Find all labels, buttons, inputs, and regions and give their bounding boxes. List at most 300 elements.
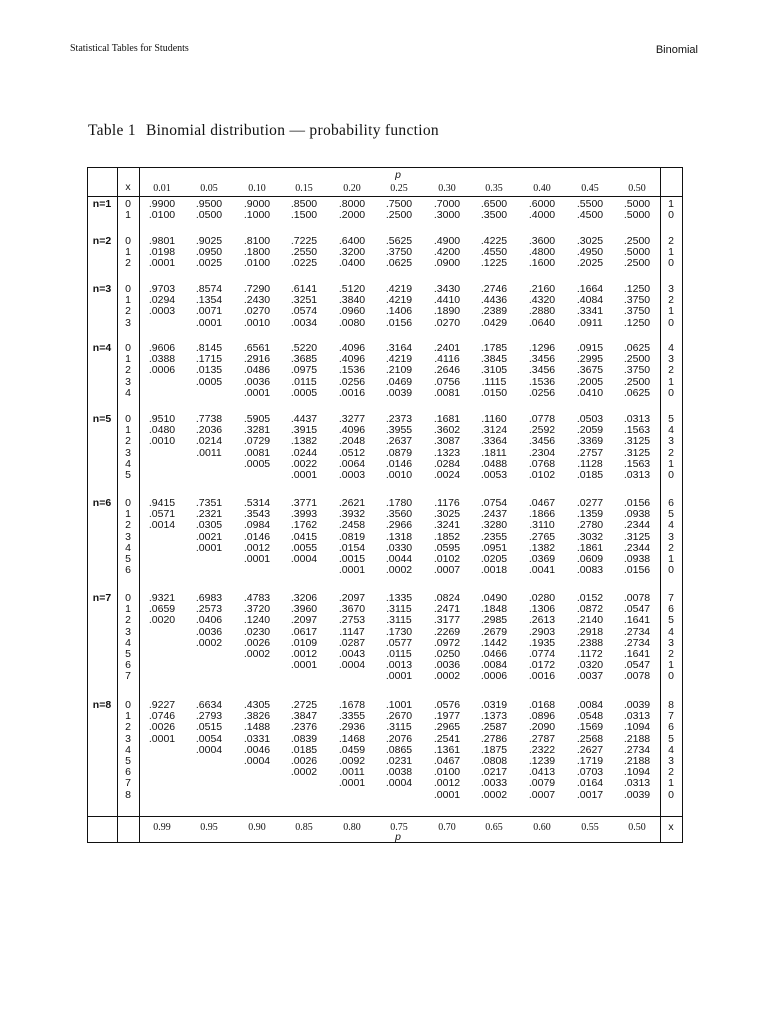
probability-cell: .9000 bbox=[243, 198, 271, 210]
probability-cell: .0313 bbox=[623, 777, 651, 790]
probability-cell: .0625 bbox=[385, 257, 413, 270]
probability-cell: .2780 bbox=[576, 519, 604, 532]
probability-cell: .0084 bbox=[576, 699, 604, 711]
probability-cell: .0768 bbox=[528, 457, 556, 470]
probability-cell: .2389 bbox=[480, 305, 508, 318]
probability-cell: .9227 bbox=[148, 699, 176, 711]
probability-cell: .0071 bbox=[195, 305, 223, 318]
probability-cell: .0429 bbox=[480, 316, 508, 329]
probability-cell: .2587 bbox=[480, 721, 508, 734]
probability-cell: .2269 bbox=[433, 625, 461, 638]
x-value-right: 2 bbox=[668, 648, 674, 660]
x-value-left: 3 bbox=[125, 625, 131, 638]
probability-cell: .1318 bbox=[385, 530, 413, 543]
probability-cell: .2621 bbox=[338, 497, 366, 509]
probability-cell: .0109 bbox=[290, 636, 318, 649]
probability-cell: .1861 bbox=[576, 541, 604, 554]
x-value-left: 2 bbox=[125, 305, 131, 318]
probability-cell: .2401 bbox=[433, 342, 461, 354]
x-header-right: x bbox=[668, 821, 674, 833]
x-value-left: 6 bbox=[125, 564, 131, 577]
probability-cell: .5625 bbox=[385, 235, 413, 247]
probability-cell: .1128 bbox=[577, 457, 603, 470]
probability-cell: .3960 bbox=[290, 603, 318, 616]
probability-cell: .3670 bbox=[338, 603, 366, 616]
x-value-right: 4 bbox=[668, 424, 674, 437]
probability-cell: .0320 bbox=[576, 659, 604, 672]
probability-cell: .2188 bbox=[623, 755, 651, 767]
probability-cell: .0270 bbox=[433, 316, 461, 329]
probability-cell: .2995 bbox=[576, 353, 604, 366]
probability-cell: .1250 bbox=[623, 316, 651, 329]
p-header-bottom: 0.75 bbox=[390, 822, 408, 833]
probability-cell: .9900 bbox=[148, 198, 176, 210]
probability-cell: .8000 bbox=[338, 198, 366, 210]
probability-cell: .2627 bbox=[576, 743, 604, 756]
probability-cell: .0547 bbox=[623, 659, 651, 672]
probability-cell: .0015 bbox=[338, 553, 366, 565]
x-value-right: 8 bbox=[668, 699, 674, 711]
probability-cell: .0039 bbox=[623, 788, 651, 801]
probability-cell: .6561 bbox=[243, 342, 271, 354]
probability-cell: .0205 bbox=[480, 553, 508, 565]
probability-cell: .0044 bbox=[385, 553, 413, 565]
probability-cell: .0078 bbox=[623, 592, 651, 604]
probability-cell: .0004 bbox=[290, 553, 318, 565]
probability-cell: .3200 bbox=[338, 246, 366, 259]
probability-cell: .0406 bbox=[195, 614, 223, 627]
probability-cell: .3341 bbox=[576, 305, 604, 318]
probability-cell: .2613 bbox=[528, 614, 556, 627]
probability-cell: .7290 bbox=[243, 283, 271, 295]
probability-cell: .2388 bbox=[576, 636, 604, 649]
probability-cell: .5000 bbox=[623, 246, 651, 259]
probability-cell: .0503 bbox=[576, 413, 604, 425]
probability-cell: .2787 bbox=[528, 732, 556, 745]
p-header-bottom: 0.65 bbox=[485, 822, 503, 833]
probability-cell: .0915 bbox=[576, 342, 604, 354]
probability-cell: .0548 bbox=[576, 710, 604, 723]
probability-cell: .0001 bbox=[338, 564, 366, 577]
probability-cell: .2936 bbox=[338, 721, 366, 734]
x-value-left: 7 bbox=[125, 777, 131, 790]
probability-cell: .2966 bbox=[385, 519, 413, 532]
probability-cell: .0938 bbox=[623, 508, 651, 521]
probability-cell: .7500 bbox=[385, 198, 413, 210]
probability-cell: .4219 bbox=[385, 294, 413, 307]
x-value-right: 2 bbox=[668, 541, 674, 554]
x-value-left: 0 bbox=[125, 592, 131, 604]
x-value-right: 0 bbox=[668, 469, 674, 481]
probability-cell: .0951 bbox=[480, 541, 508, 554]
probability-cell: .0305 bbox=[195, 519, 223, 532]
x-value-left: 0 bbox=[125, 283, 131, 295]
x-value-right: 0 bbox=[668, 257, 674, 270]
probability-cell: .3456 bbox=[528, 364, 556, 377]
running-header-right: Binomial bbox=[655, 44, 698, 56]
probability-cell: .3281 bbox=[243, 424, 271, 437]
probability-cell: .2725 bbox=[290, 699, 318, 711]
p-header-bottom: 0.99 bbox=[153, 822, 171, 833]
probability-cell: .0824 bbox=[433, 592, 461, 604]
x-value-left: 4 bbox=[125, 636, 131, 649]
probability-cell: .1176 bbox=[434, 497, 460, 509]
probability-cell: .1442 bbox=[480, 636, 508, 649]
x-value-left: 1 bbox=[125, 603, 131, 616]
probability-cell: .0046 bbox=[243, 743, 271, 756]
probability-cell: .1115 bbox=[481, 375, 507, 388]
probability-cell: .1780 bbox=[385, 497, 413, 509]
probability-cell: .1730 bbox=[385, 625, 413, 638]
probability-cell: .2550 bbox=[290, 246, 318, 259]
x-value-left: 3 bbox=[125, 732, 131, 745]
probability-cell: .1382 bbox=[290, 435, 318, 448]
x-value-left: 2 bbox=[125, 257, 131, 270]
probability-cell: .2646 bbox=[433, 364, 461, 377]
x-value-left: 3 bbox=[125, 375, 131, 388]
x-value-left: 4 bbox=[125, 386, 131, 399]
probability-cell: .8145 bbox=[195, 342, 223, 354]
probability-cell: .3600 bbox=[528, 235, 556, 247]
probability-cell: .0879 bbox=[385, 446, 413, 459]
x-value-right: 7 bbox=[668, 592, 674, 604]
probability-cell: .2097 bbox=[290, 614, 318, 627]
p-header-bottom: 0.85 bbox=[295, 822, 313, 833]
probability-cell: .3847 bbox=[290, 710, 318, 723]
x-value-left: 2 bbox=[125, 519, 131, 532]
x-value-left: 0 bbox=[125, 699, 131, 711]
x-value-left: 5 bbox=[125, 755, 131, 767]
probability-cell: .1500 bbox=[290, 209, 318, 222]
probability-cell: .0024 bbox=[433, 469, 461, 481]
p-header-top: 0.40 bbox=[533, 183, 551, 194]
probability-cell: .0001 bbox=[243, 553, 271, 565]
probability-cell: .3032 bbox=[576, 530, 604, 543]
probability-cell: .3685 bbox=[290, 353, 318, 366]
probability-cell: .0092 bbox=[338, 755, 366, 767]
probability-cell: .2005 bbox=[576, 375, 604, 388]
probability-cell: .3164 bbox=[385, 342, 413, 354]
probability-cell: .0729 bbox=[243, 435, 271, 448]
probability-cell: .2322 bbox=[528, 743, 556, 756]
probability-cell: .1373 bbox=[480, 710, 508, 723]
probability-cell: .3277 bbox=[338, 413, 366, 425]
probability-cell: .1563 bbox=[623, 457, 651, 470]
probability-cell: .0102 bbox=[433, 553, 461, 565]
probability-cell: .0053 bbox=[480, 469, 508, 481]
probability-cell: .3932 bbox=[338, 508, 366, 521]
probability-cell: .3125 bbox=[623, 435, 651, 448]
probability-cell: .0081 bbox=[433, 386, 461, 399]
p-header-top: 0.15 bbox=[295, 183, 313, 194]
probability-cell: .0156 bbox=[385, 316, 413, 329]
probability-cell: .0001 bbox=[195, 541, 223, 554]
probability-cell: .0013 bbox=[385, 659, 413, 672]
probability-cell: .0277 bbox=[576, 497, 604, 509]
n-label: n=1 bbox=[92, 198, 112, 210]
probability-cell: .1361 bbox=[433, 743, 461, 756]
probability-cell: .3430 bbox=[433, 283, 461, 295]
x-value-left: 7 bbox=[125, 670, 131, 683]
probability-cell: .2109 bbox=[385, 364, 413, 377]
probability-cell: .0152 bbox=[576, 592, 604, 604]
probability-cell: .0703 bbox=[576, 766, 604, 779]
probability-cell: .1094 bbox=[623, 766, 651, 779]
probability-cell: .0609 bbox=[576, 553, 604, 565]
x-value-right: 1 bbox=[668, 246, 674, 259]
probability-cell: .0001 bbox=[148, 257, 176, 270]
probability-cell: .0007 bbox=[433, 564, 461, 577]
probability-cell: .0016 bbox=[338, 386, 366, 399]
x-value-left: 2 bbox=[125, 435, 131, 448]
probability-cell: .5905 bbox=[243, 413, 271, 425]
probability-cell: .9801 bbox=[148, 235, 176, 247]
probability-cell: .0080 bbox=[338, 316, 366, 329]
probability-cell: .0146 bbox=[243, 530, 271, 543]
probability-cell: .0488 bbox=[480, 457, 508, 470]
probability-cell: .0410 bbox=[576, 386, 604, 399]
probability-cell: .3543 bbox=[243, 508, 271, 521]
x-value-right: 0 bbox=[668, 386, 674, 399]
x-value-right: 4 bbox=[668, 519, 674, 532]
probability-cell: .0005 bbox=[290, 386, 318, 399]
probability-cell: .9500 bbox=[195, 198, 223, 210]
x-value-left: 1 bbox=[125, 294, 131, 307]
probability-cell: .3560 bbox=[385, 508, 413, 521]
probability-cell: .0746 bbox=[148, 710, 176, 723]
probability-cell: .2734 bbox=[623, 625, 651, 638]
p-header-bottom: 0.50 bbox=[628, 822, 646, 833]
probability-cell: .4900 bbox=[433, 235, 461, 247]
probability-cell: .0756 bbox=[433, 375, 461, 388]
x-value-left: 0 bbox=[125, 497, 131, 509]
probability-cell: .2500 bbox=[623, 353, 651, 366]
probability-cell: .0900 bbox=[433, 257, 461, 270]
probability-cell: .4410 bbox=[433, 294, 461, 307]
probability-cell: .0002 bbox=[433, 670, 461, 683]
probability-cell: .0617 bbox=[290, 625, 318, 638]
x-value-left: 1 bbox=[125, 710, 131, 723]
probability-cell: .2430 bbox=[243, 294, 271, 307]
probability-cell: .0230 bbox=[243, 625, 271, 638]
probability-cell: .0214 bbox=[195, 435, 223, 448]
table-label: Table 1 bbox=[88, 122, 136, 139]
probability-cell: .0270 bbox=[243, 305, 271, 318]
probability-cell: .0950 bbox=[195, 246, 223, 259]
probability-cell: .0039 bbox=[385, 386, 413, 399]
probability-cell: .6000 bbox=[528, 198, 556, 210]
p-header-top: 0.30 bbox=[438, 183, 456, 194]
x-value-left: 3 bbox=[125, 316, 131, 329]
probability-cell: .0250 bbox=[433, 648, 461, 660]
probability-cell: .0020 bbox=[148, 614, 176, 627]
probability-cell: .4000 bbox=[528, 209, 556, 222]
probability-cell: .2048 bbox=[338, 435, 366, 448]
probability-cell: .8100 bbox=[243, 235, 271, 247]
probability-cell: .0034 bbox=[290, 316, 318, 329]
probability-cell: .3000 bbox=[433, 209, 461, 222]
probability-cell: .0640 bbox=[528, 316, 556, 329]
x-value-left: 1 bbox=[125, 424, 131, 437]
table-title bbox=[88, 122, 439, 140]
x-value-right: 5 bbox=[668, 413, 674, 425]
probability-cell: .9606 bbox=[148, 342, 176, 354]
probability-cell: .0002 bbox=[480, 788, 508, 801]
x-value-left: 6 bbox=[125, 659, 131, 672]
probability-cell: .0002 bbox=[195, 636, 223, 649]
probability-cell: .0198 bbox=[148, 246, 176, 259]
column-divider-right-x bbox=[660, 167, 661, 843]
probability-cell: .2734 bbox=[623, 636, 651, 649]
probability-cell: .0036 bbox=[243, 375, 271, 388]
probability-cell: .0172 bbox=[528, 659, 556, 672]
probability-cell: .2458 bbox=[338, 519, 366, 532]
probability-cell: .0003 bbox=[338, 469, 366, 481]
probability-cell: .0036 bbox=[433, 659, 461, 672]
probability-cell: .0001 bbox=[195, 316, 223, 329]
probability-cell: .4550 bbox=[480, 246, 508, 259]
x-value-left: 0 bbox=[125, 235, 131, 247]
probability-cell: .0231 bbox=[385, 755, 413, 767]
probability-cell: .0415 bbox=[290, 530, 318, 543]
x-value-right: 0 bbox=[668, 316, 674, 329]
probability-cell: .1785 bbox=[480, 342, 508, 354]
probability-cell: .2471 bbox=[433, 603, 461, 616]
probability-cell: .0001 bbox=[385, 670, 413, 683]
probability-cell: .0010 bbox=[243, 316, 271, 329]
probability-cell: .1354 bbox=[195, 294, 223, 307]
probability-cell: .1001 bbox=[385, 699, 413, 711]
probability-cell: .0054 bbox=[195, 732, 223, 745]
probability-cell: .2321 bbox=[195, 508, 223, 521]
footer-divider bbox=[87, 816, 683, 817]
probability-cell: .0469 bbox=[385, 375, 413, 388]
probability-cell: .6141 bbox=[290, 283, 318, 295]
probability-cell: .1160 bbox=[481, 413, 507, 425]
probability-cell: .2916 bbox=[243, 353, 271, 366]
probability-cell: .1641 bbox=[623, 614, 651, 627]
probability-cell: .0467 bbox=[528, 497, 556, 509]
probability-cell: .0294 bbox=[148, 294, 176, 307]
probability-cell: .0038 bbox=[385, 766, 413, 779]
probability-cell: .0319 bbox=[480, 699, 508, 711]
probability-cell: .0331 bbox=[243, 732, 271, 745]
probability-cell: .2000 bbox=[338, 209, 366, 222]
probability-cell: .1681 bbox=[433, 413, 461, 425]
probability-cell: .3125 bbox=[623, 446, 651, 459]
probability-cell: .0135 bbox=[195, 364, 223, 377]
probability-cell: .4305 bbox=[243, 699, 271, 711]
probability-cell: .0004 bbox=[243, 755, 271, 767]
probability-cell: .2541 bbox=[433, 732, 461, 745]
probability-cell: .2355 bbox=[480, 530, 508, 543]
n-label: n=4 bbox=[92, 342, 112, 354]
probability-cell: .0001 bbox=[148, 732, 176, 745]
probability-cell: .2573 bbox=[195, 603, 223, 616]
probability-cell: .0100 bbox=[243, 257, 271, 270]
probability-cell: .4950 bbox=[576, 246, 604, 259]
probability-cell: .0256 bbox=[528, 386, 556, 399]
probability-cell: .2373 bbox=[385, 413, 413, 425]
probability-cell: .3025 bbox=[576, 235, 604, 247]
probability-cell: .0043 bbox=[338, 648, 366, 660]
probability-cell: .4084 bbox=[576, 294, 604, 307]
probability-cell: .1848 bbox=[480, 603, 508, 616]
probability-cell: .2500 bbox=[623, 257, 651, 270]
probability-cell: .2568 bbox=[576, 732, 604, 745]
x-value-right: 5 bbox=[668, 732, 674, 745]
p-header-bottom: 0.70 bbox=[438, 822, 456, 833]
probability-cell: .4219 bbox=[385, 283, 413, 295]
p-header-top: 0.10 bbox=[248, 183, 266, 194]
probability-cell: .2765 bbox=[528, 530, 556, 543]
probability-cell: .0021 bbox=[195, 530, 223, 543]
probability-cell: .0005 bbox=[195, 375, 223, 388]
probability-cell: .0005 bbox=[243, 457, 271, 470]
probability-cell: .0037 bbox=[576, 670, 604, 683]
probability-cell: .0975 bbox=[290, 364, 318, 377]
probability-cell: .1890 bbox=[433, 305, 461, 318]
probability-cell: .3750 bbox=[385, 246, 413, 259]
probability-cell: .3125 bbox=[623, 530, 651, 543]
probability-cell: .0330 bbox=[385, 541, 413, 554]
probability-cell: .6400 bbox=[338, 235, 366, 247]
probability-cell: .3364 bbox=[480, 435, 508, 448]
x-value-left: 1 bbox=[125, 246, 131, 259]
probability-cell: .6634 bbox=[195, 699, 223, 711]
probability-cell: .5120 bbox=[338, 283, 366, 295]
probability-cell: .0003 bbox=[148, 305, 176, 318]
probability-cell: .0625 bbox=[623, 342, 651, 354]
x-value-left: 4 bbox=[125, 743, 131, 756]
probability-cell: .2757 bbox=[576, 446, 604, 459]
probability-cell: .3750 bbox=[623, 364, 651, 377]
x-value-left: 2 bbox=[125, 364, 131, 377]
n-label: n=6 bbox=[92, 497, 112, 509]
probability-cell: .1852 bbox=[433, 530, 461, 543]
probability-cell: .8500 bbox=[290, 198, 318, 210]
x-value-right: 3 bbox=[668, 435, 674, 448]
x-value-right: 2 bbox=[668, 446, 674, 459]
probability-cell: .4200 bbox=[433, 246, 461, 259]
probability-cell: .0369 bbox=[528, 553, 556, 565]
probability-cell: .0100 bbox=[433, 766, 461, 779]
probability-cell: .0839 bbox=[290, 732, 318, 745]
x-value-left: 0 bbox=[125, 342, 131, 354]
p-header-bottom: 0.90 bbox=[248, 822, 266, 833]
probability-cell: .3251 bbox=[290, 294, 318, 307]
probability-cell: .0185 bbox=[290, 743, 318, 756]
probability-cell: .1563 bbox=[623, 424, 651, 437]
probability-cell: .2903 bbox=[528, 625, 556, 638]
probability-cell: .0001 bbox=[243, 386, 271, 399]
x-header-left: x bbox=[125, 181, 131, 193]
probability-cell: .0938 bbox=[623, 553, 651, 565]
probability-cell: .0413 bbox=[528, 766, 556, 779]
probability-cell: .0026 bbox=[148, 721, 176, 734]
probability-cell: .1172 bbox=[577, 648, 603, 660]
p-label-top: p bbox=[395, 169, 401, 181]
probability-cell: .3124 bbox=[480, 424, 508, 437]
probability-cell: .0512 bbox=[338, 446, 366, 459]
probability-cell: .0244 bbox=[290, 446, 318, 459]
probability-cell: .0081 bbox=[243, 446, 271, 459]
probability-cell: .0002 bbox=[290, 766, 318, 779]
probability-cell: .3115 bbox=[386, 603, 412, 616]
probability-cell: .2746 bbox=[480, 283, 508, 295]
probability-cell: .2344 bbox=[623, 519, 651, 532]
probability-cell: .1866 bbox=[528, 508, 556, 521]
